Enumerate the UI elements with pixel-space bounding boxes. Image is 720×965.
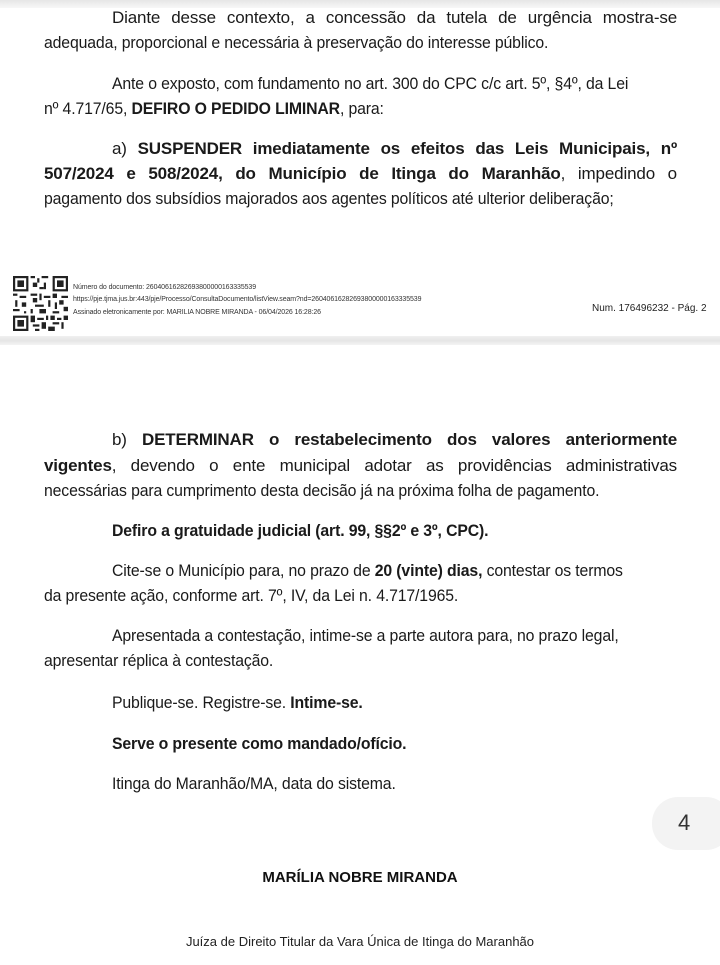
text-line: a) SUSPENDER imediatamente os efeitos das Leis Municipais, nº [112, 139, 678, 158]
page-number: 4 [678, 810, 691, 835]
text-line: Diante desse contexto, a concessão da tutela de urgência mostra-se [112, 8, 677, 27]
publique-paragraph: Publique-se. Registre-se. Intime-se. [112, 693, 363, 712]
text-line: apresentar réplica à contestação. [44, 651, 274, 670]
text-line: adequada, proporcional e necessária à preservação do interesse público. [44, 33, 549, 52]
serve-paragraph: Serve o presente como mandado/ofício. [112, 734, 407, 753]
local-date: Itinga do Maranhão/MA, data do sistema. [112, 774, 396, 793]
text-line: necessárias para cumprimento desta decisão já na próxima folha de pagamento. [44, 481, 600, 500]
text-line: 507/2024 e 508/2024, do Município de Itinga do Maranhão, impedindo o [44, 164, 677, 183]
page-reference: Num. 176496232 - Pág. 2 [592, 303, 707, 314]
page-separator [0, 336, 720, 345]
page-indicator[interactable] [652, 797, 720, 850]
text-line: Apresentada a contestação, intime-se a parte autora para, no prazo legal, [112, 626, 619, 645]
qr-code-icon [13, 276, 68, 331]
signature-title: Juíza de Direito Titular da Vara Única de Itinga do Maranhão [185, 934, 535, 949]
document-number: Número do documento: 26040616282693800000163335539 [73, 284, 256, 291]
text-line: da presente ação, conforme art. 7º, IV, da Lei n. 4.717/1965. [44, 586, 459, 605]
text-line: pagamento dos subsídios majorados aos agentes políticos até ulterior deliberação; [44, 189, 614, 208]
text-line: b) DETERMINAR o restabelecimento dos valores anteriormente [112, 430, 677, 449]
text-line: Cite-se o Município para, no prazo de 20 (vinte) dias, contestar os termos [112, 561, 623, 580]
electronic-signature: Assinado eletronicamente por: MARILIA NOBRE MIRANDA - 06/04/2026 16:28:26 [73, 309, 321, 316]
signature-name: MARÍLIA NOBRE MIRANDA [262, 869, 458, 886]
gratuidade-paragraph: Defiro a gratuidade judicial (art. 99, §§2º e 3º, CPC). [112, 521, 489, 540]
text-line: Ante o exposto, com fundamento no art. 300 do CPC c/c art. 5º, §4º, da Lei [112, 74, 629, 93]
text-line: nº 4.717/65, DEFIRO O PEDIDO LIMINAR, para: [44, 99, 384, 118]
document-url[interactable]: https://pje.tjma.jus.br:443/pje/Processo/ConsultaDocumento/listView.seam?nd=26040616282693800000163335539 [73, 296, 422, 303]
text-line: vigentes, devendo o ente municipal adotar as providências administrativas [44, 456, 677, 475]
